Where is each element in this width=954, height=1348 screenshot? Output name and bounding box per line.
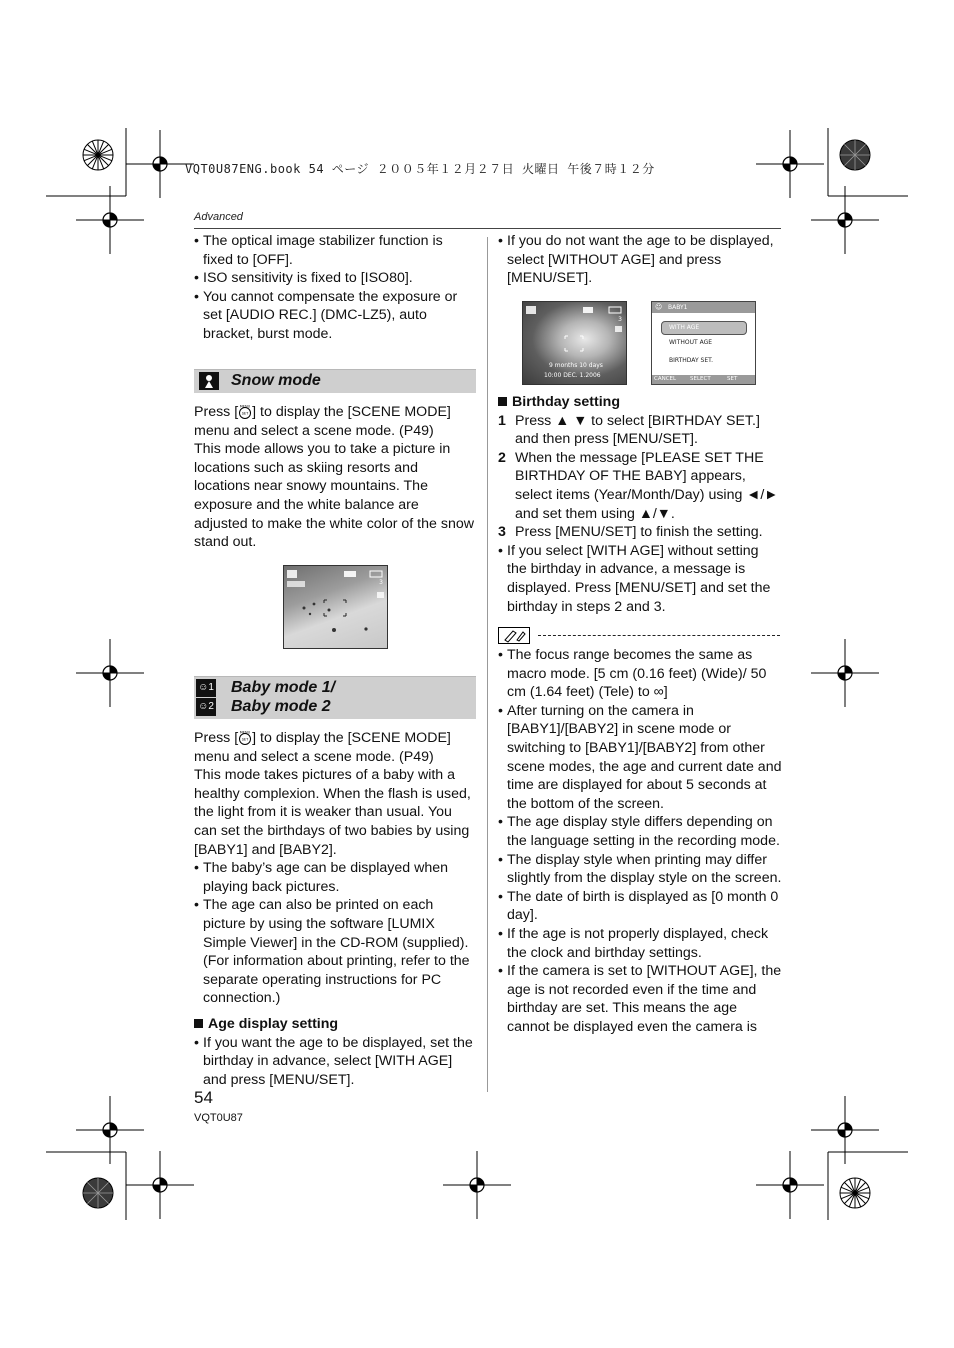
bullet-item: • You cannot compensate the exposure or set [AUDIO REC.] (DMC-LZ5), auto bracket, burst mode. xyxy=(194,288,474,344)
snow-mode-title: Snow mode xyxy=(231,372,321,389)
document-code: VQT0U87 xyxy=(194,1112,243,1124)
snow-mode-icon xyxy=(199,372,219,390)
note-item: • The age display style differs depending on the language setting in the recording mode. xyxy=(498,813,782,850)
menu-option-without-age[interactable]: WITHOUT AGE xyxy=(669,339,713,346)
birthday-setting-text xyxy=(498,393,782,616)
bullet-item: • The optical image stabilizer function is fixed to [OFF]. xyxy=(194,232,474,269)
menu-set-icon xyxy=(238,729,252,745)
svg-text:SET: SET xyxy=(241,411,249,416)
baby-age-readout: 9 months 10 days xyxy=(549,362,603,369)
baby-menu-screen xyxy=(651,301,756,385)
snow-mode-lcd-photo xyxy=(283,565,388,649)
note-dashed-rule xyxy=(538,635,780,636)
square-bullet-icon xyxy=(498,397,507,406)
section-label: Advanced xyxy=(194,211,243,223)
baby-mode-title-2: Baby mode 2 xyxy=(231,698,331,715)
notes-list xyxy=(498,646,782,1036)
note-icon xyxy=(498,627,530,644)
bullet-item: • The baby’s age can be displayed when playing back pictures. xyxy=(194,859,476,896)
note-item: • The display style when printing may differ slightly from the display style on the screen. xyxy=(498,851,782,888)
note-item: • The date of birth is displayed as [0 month 0 day]. xyxy=(498,888,782,925)
menu-option-label: WITH AGE xyxy=(669,324,700,331)
bullet-item: • ISO sensitivity is fixed to [ISO80]. xyxy=(194,269,474,288)
baby-icon: ☺ xyxy=(655,303,663,311)
age-display-heading: Age display setting xyxy=(194,1015,476,1034)
bullet-item: • If you want the age to be displayed, set the birthday in advance, select [WITH AGE] and press [MENU/SET]. xyxy=(194,1034,476,1090)
cancel-hint: CANCEL xyxy=(654,376,677,382)
baby-mode-text xyxy=(194,729,476,1089)
right-top-text xyxy=(498,232,782,288)
print-file-info: VQT0U87ENG.book 54 ページ ２００５年１２月２７日 火曜日 午後７時１２分 xyxy=(185,162,655,176)
menu-title-bar xyxy=(652,302,755,313)
menu-option-birthday-set[interactable]: BIRTHDAY SET. xyxy=(669,357,713,364)
snow-description: This mode allows you to take a picture in locations such as skiing resorts and locations near snowy mountains. The exposure and the white balance are adjusted to make the white color of the snow stand out. xyxy=(194,441,474,551)
select-hint: SELECT xyxy=(690,376,711,382)
bullet-item: • The age can also be printed on each picture by using the software [LUMIX Simple Viewer] in the CD-ROM (supplied). (For information about printing, refer to the separate operating instructions for PC connection.) xyxy=(194,896,476,1008)
date-time-readout: 10:00 DEC. 1.2006 xyxy=(544,372,601,379)
svg-text:SET: SET xyxy=(241,737,249,742)
page-number: 54 xyxy=(194,1088,213,1107)
note-item: • After turning on the camera in [BABY1]/[BABY2] in scene mode or switching to [BABY1]/[BABY2] from other scene modes, the age and current date and time are displayed for about 5 seconds at the bottom of the screen. xyxy=(498,702,782,814)
shot-count: 3 xyxy=(379,579,383,586)
svg-text:MENU: MENU xyxy=(239,730,251,735)
baby-mode-title-1: Baby mode 1/ xyxy=(231,679,336,696)
baby-press-instruction: Press [ MENU SET ] to display the [SCENE MODE] menu and select a scene mode. (P49) xyxy=(194,730,451,765)
step-item: 2 When the message [PLEASE SET THE BIRTHDAY OF THE BABY] appears, select items (Year/Month/Day) using ◄/► and set them using ▲/▼. xyxy=(498,449,779,522)
baby1-mode-icon: ☺1 xyxy=(196,679,216,697)
intro-bullets xyxy=(194,232,474,344)
birthday-setting-heading: Birthday setting xyxy=(498,393,782,412)
menu-title: BABY1 xyxy=(668,304,688,311)
baby-mode-lcd-photo xyxy=(522,301,627,385)
step-item: 1 Press ▲ ▼ to select [BIRTHDAY SET.] and then press [MENU/SET]. xyxy=(498,412,760,448)
step-item: 3 Press [MENU/SET] to finish the setting. xyxy=(498,524,763,541)
baby-description: This mode takes pictures of a baby with a healthy complexion. When the flash is used, the light from it is weaker than usual. You can set the birthdays of two babies by using [BABY1] and [BABY2]. xyxy=(194,767,471,858)
column-divider xyxy=(487,237,488,1092)
shot-count: 3 xyxy=(618,316,622,323)
menu-option-with-age[interactable] xyxy=(661,321,747,335)
svg-text:MENU: MENU xyxy=(239,404,251,409)
snow-press-instruction: Press [ MENU SET ] to display the [SCENE MODE] menu and select a scene mode. (P49) xyxy=(194,404,451,439)
header-rule xyxy=(194,228,781,229)
snow-mode-text xyxy=(194,403,476,552)
note-item: • The focus range becomes the same as macro mode. [5 cm (0.16 feet) (Wide)/ 50 cm (1.64 feet) (Tele) to ∞] xyxy=(498,646,782,702)
note-item: • If the age is not properly displayed, check the clock and birthday settings. xyxy=(498,925,782,962)
bullet-item: • If you select [WITH AGE] without setting the birthday in advance, a message is displayed. Press [MENU/SET] and set the birthday in steps 2 and 3. xyxy=(498,542,782,616)
square-bullet-icon xyxy=(194,1019,203,1028)
set-hint: SET xyxy=(727,376,738,382)
bullet-item: • If you do not want the age to be displayed, select [WITHOUT AGE] and press [MENU/SET]. xyxy=(498,232,782,288)
note-item: • If the camera is set to [WITHOUT AGE], the age is not recorded even if the time and birthday are set. This means the age cannot be displayed even the camera is xyxy=(498,962,782,1036)
menu-set-icon xyxy=(238,403,252,419)
menu-footer xyxy=(652,375,755,384)
baby2-mode-icon: ☺2 xyxy=(196,698,216,716)
